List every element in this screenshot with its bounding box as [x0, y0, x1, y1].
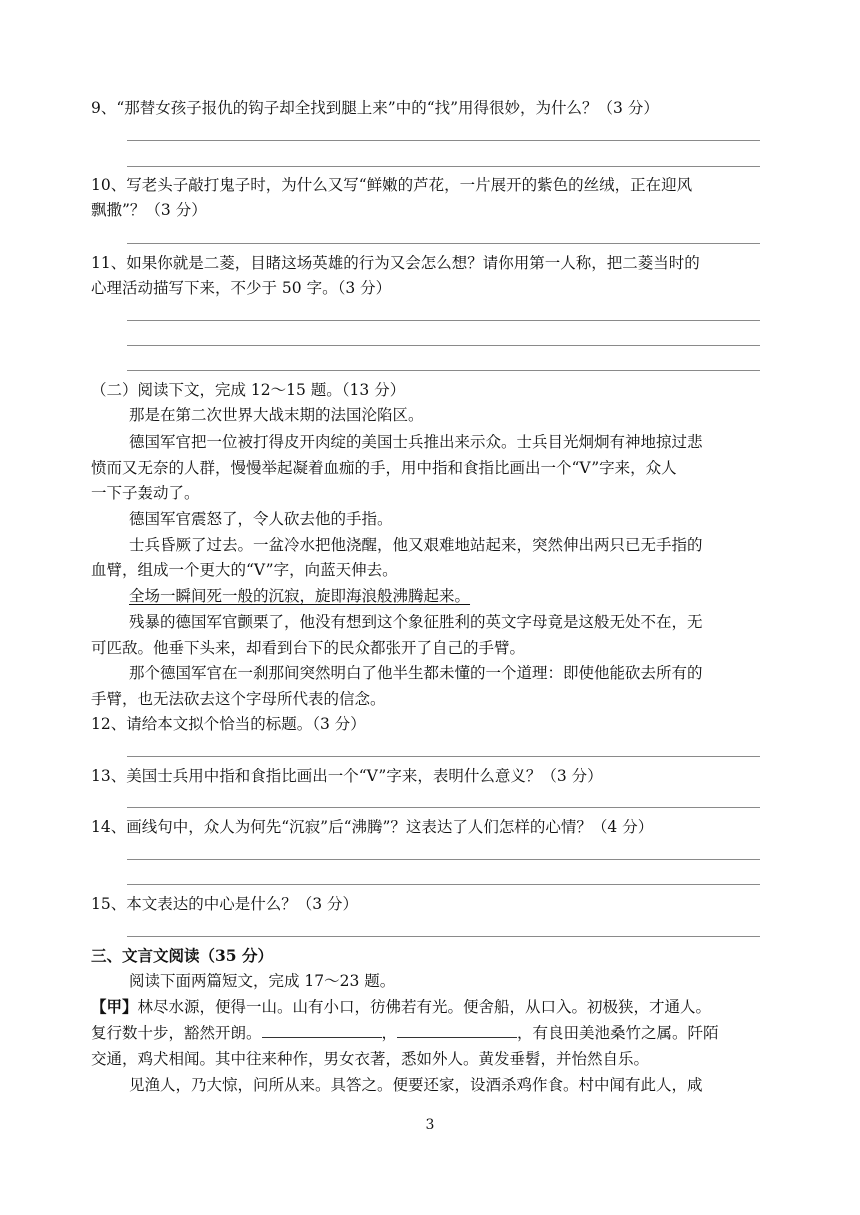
answer-line — [127, 756, 760, 757]
answer-line — [127, 320, 760, 321]
classical-text: 复行数十步，豁然开朗。 — [91, 1024, 262, 1042]
question-12: 12、请给本文拟个恰当的标题。（3 分） — [91, 715, 366, 733]
answer-line — [127, 243, 760, 244]
passage-paragraph: 一下子轰动了。 — [91, 484, 200, 502]
passage-paragraph: 可匹敌。他垂下头来，却看到台下的民众都张开了自己的手臂。 — [91, 639, 526, 657]
passage-jia-tag: 【甲】 — [91, 997, 138, 1016]
passage-paragraph: 手臂，也无法砍去这个字母所代表的信念。 — [91, 690, 386, 708]
answer-line — [127, 936, 760, 937]
classical-text: 林尽水源，便得一山。山有小口，彷佛若有光。便舍船，从口入。初极狭，才通人。 — [137, 998, 712, 1016]
classical-text: ， — [381, 1024, 398, 1042]
underlined-sentence: 全场一瞬间死一般的沉寂，旋即海浪般沸腾起来。 — [129, 587, 471, 605]
passage-paragraph: 德国军官把一位被打得皮开肉绽的美国士兵推出来示众。士兵目光炯炯有神地掠过悲 — [129, 433, 703, 451]
page-number: 3 — [425, 1117, 435, 1133]
passage-paragraph: 残暴的德国军官颤栗了，他没有想到这个象征胜利的英文字母竟是这般无处不在，无 — [129, 613, 703, 631]
question-9: 9、“那替女孩子报仇的钩子却全找到腿上来”中的“找”用得很妙，为什么？（3 分） — [91, 99, 659, 117]
passage-paragraph: 血臂，组成一个更大的“V”字，向蓝天伸去。 — [91, 561, 398, 579]
passage-paragraph: 那是在第二次世界大战末期的法国沦陷区。 — [129, 406, 424, 424]
passage-paragraph: 德国军官震怒了，令人砍去他的手指。 — [129, 510, 393, 528]
passage-paragraph: 那个德国军官在一刹那间突然明白了他半生都未懂的一个道理：即使他能砍去所有的 — [129, 664, 703, 682]
question-10-line2: 飘撒”？（3 分） — [91, 201, 207, 219]
question-11-line2: 心理活动描写下来，不少于 50 字。（3 分） — [91, 279, 392, 297]
question-14: 14、画线句中，众人为何先“沉寂”后“沸腾”？这表达了人们怎样的心情？（4 分） — [91, 818, 654, 836]
section-3-title: 三、文言文阅读（35 分） — [91, 946, 273, 965]
classical-text-line: 见渔人，乃大惊，问所从来。具答之。便要还家，设酒杀鸡作食。村中闻有此人，咸 — [129, 1076, 703, 1094]
answer-line — [127, 166, 760, 167]
classical-text-line — [91, 997, 711, 1017]
question-11-line1: 11、如果你就是二菱，目睹这场英雄的行为又会怎么想？请你用第一人称，把二菱当时的 — [91, 254, 700, 272]
passage-paragraph: 愤而又无奈的人群，慢慢举起凝着血痂的手，用中指和食指比画出一个“V”字来，众人 — [91, 459, 677, 477]
classical-text-line — [91, 1023, 719, 1043]
answer-line — [127, 884, 760, 885]
passage-paragraph: 士兵昏厥了过去。一盆冷水把他浇醒，他又艰难地站起来，突然伸出两只已无手指的 — [129, 536, 703, 554]
section-2-title: （二）阅读下文，完成 12～15 题。（13 分） — [91, 381, 406, 399]
answer-line — [127, 140, 760, 141]
fill-blank[interactable] — [262, 1023, 382, 1038]
answer-line — [127, 859, 760, 860]
answer-line — [127, 807, 760, 808]
classical-text: ，有良田美池桑竹之属。阡陌 — [517, 1024, 719, 1042]
question-15: 15、本文表达的中心是什么？（3 分） — [91, 895, 359, 913]
answer-line — [127, 345, 760, 346]
classical-text-line: 交通，鸡犬相闻。其中往来种作，男女衣著，悉如外人。黄发垂髫，并怡然自乐。 — [91, 1050, 650, 1068]
fill-blank[interactable] — [397, 1023, 517, 1038]
answer-line — [127, 370, 760, 371]
question-10-line1: 10、写老头子敲打鬼子时，为什么又写“鲜嫩的芦花，一片展开的紫色的丝绒，正在迎风 — [91, 176, 693, 194]
section-3-intro: 阅读下面两篇短文，完成 17～23 题。 — [129, 972, 396, 990]
question-13: 13、美国士兵用中指和食指比画出一个“V”字来，表明什么意义？（3 分） — [91, 767, 603, 785]
